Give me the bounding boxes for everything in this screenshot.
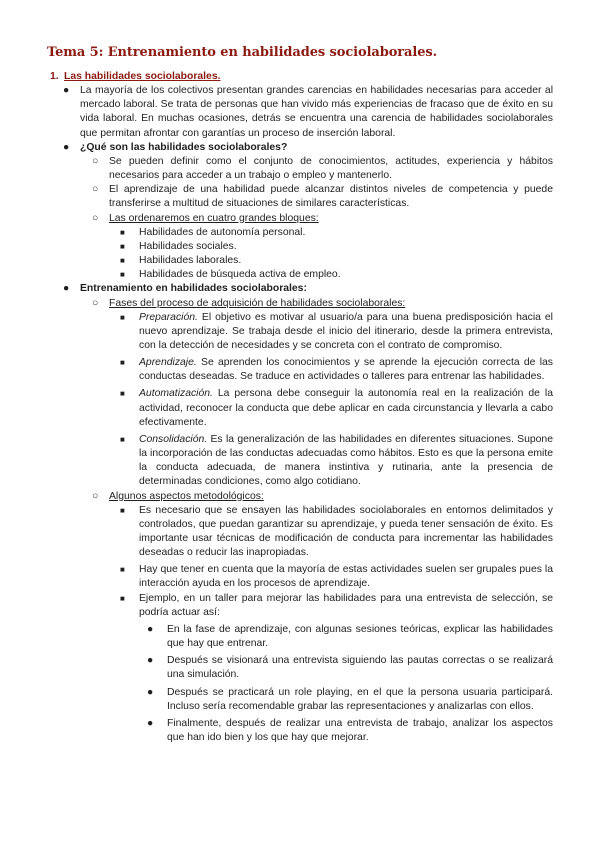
fase-description: Es la generalización de las habilidades en diferentes situaciones. Supone la incorporación de las conductas adecuadas como hábitos. Esto es que la persona emite la conducta adecuada, de manera instintiva y rutinaria, ante la presencia de determinadas condiciones, como algo cotidiano. [139,433,553,488]
ejemplo-text: Después se practicará un role playing, en el que la persona usuaria participará. Incluso sería recomendable grabar las representaciones y analizarlas con ellos. [167,686,553,712]
list-item [0,592,553,620]
list-item [0,504,553,561]
page-title: Tema 5: Entrenamiento en habilidades sociolaborales. [47,45,438,60]
fase-text [139,387,553,429]
subsection-heading: ¿Qué son las habilidades sociolaborales? [80,141,288,153]
bullet-square-icon: ■ [120,270,125,280]
list-item [0,356,553,384]
bloque-text: Habilidades sociales. [139,240,237,252]
definition-text: Se pueden definir como el conjunto de conocimientos, actitudes, experiencia y hábitos necesarios para acceder a un trabajo o empleo y mantenerlo. [109,155,553,182]
fase-description: El objetivo es motivar al usuario/a para una buena predisposición hacia el nuevo aprendizaje. Se trabaja desde el inicio del itinerario, desde la primera entrevista, con la detección de necesidades y se concreta con el contrato de compromiso. [139,311,553,351]
list-item [0,490,553,504]
list-item [0,84,553,141]
bullet-square-icon: ■ [120,593,125,603]
bloques-heading: Las ordenaremos en cuatro grandes bloques: [109,212,319,224]
fase-description: La persona debe conseguir la autonomía real en la realización de la actividad, reconocer la conducta que debe aplicar en cada circunstancia y llevarla a cabo efectivamente. [139,388,553,428]
document-body [0,70,600,745]
section-number: 1. [50,71,59,82]
fase-term: Consolidación. [139,433,208,445]
bloque-text: Habilidades de búsqueda activa de empleo. [139,269,341,281]
list-item [0,183,553,211]
fase-text [139,433,553,490]
fase-description: Se aprenden los conocimientos y se aprende la ejecución correcta de las conductas deseadas. Se traduce en actividades o talleres para entrenar las habilidades. [139,357,553,383]
bullet-square-icon: ■ [120,565,125,575]
fase-text [139,356,553,384]
list-item [0,654,553,682]
section-title: Las habilidades sociolaborales. [64,71,221,82]
bullet-dot-icon: ● [63,85,70,97]
list-item [0,141,553,155]
fases-heading: Fases del proceso de adquisición de habilidades sociolaborales: [109,297,406,309]
bullet-circle-icon: ○ [92,184,99,196]
bloque-text: Habilidades laborales. [139,255,242,267]
list-item [0,254,553,268]
aspecto-text: Hay que tener en cuenta que la mayoría de estas actividades suelen ser grupales pues la interacción ayuda en los procesos de aprendizaje. [139,564,553,590]
aspecto-text: Ejemplo, en un taller para mejorar las habilidades para una entrevista de selección, se podría actuar así: [139,592,553,618]
aspecto-text: Es necesario que se ensayen las habilidades sociolaborales en entornos delimitados y controlados, que puedan garantizar su aprendizaje, y pueda tener sensación de éxito. Es importante usar técnicas de modificación de conducta para incrementar las habilidades deseadas o reducir las inapropiadas. [139,504,553,559]
list-item [0,212,553,226]
list-item [0,268,553,282]
ejemplo-text: Después se visionará una entrevista siguiendo las pautas correctas o se realizará una simulación. [167,655,553,681]
definition-text: El aprendizaje de una habilidad puede alcanzar distintos niveles de competencia y puede transferirse a multitud de situaciones de similares características. [109,184,553,210]
list-item [0,433,553,490]
section-heading [0,70,552,84]
bullet-square-icon: ■ [120,505,125,515]
bullet-circle-icon: ○ [92,490,99,502]
list-item [0,717,553,745]
fase-text [139,311,553,353]
bullet-dot-icon: ● [63,283,70,295]
bloque-text: Habilidades de autonomía personal. [139,226,306,238]
bullet-dot-icon: ● [147,623,154,635]
list-item [0,387,553,429]
list-item [0,623,553,651]
bullet-square-icon: ■ [120,312,125,322]
bullet-square-icon: ■ [120,256,125,266]
bullet-circle-icon: ○ [92,297,99,309]
bullet-square-icon: ■ [120,227,125,237]
fase-term: Automatización. [139,388,213,400]
bullet-square-icon: ■ [120,241,125,251]
bullet-dot-icon: ● [63,141,70,153]
ejemplo-text: Finalmente, después de realizar una entrevista de trabajo, analizar los aspectos que han ido bien y los que hay que mejorar. [167,717,553,744]
aspectos-heading: Algunos aspectos metodológicos: [109,490,264,502]
list-item [0,686,553,714]
list-item [0,563,553,591]
fase-term: Aprendizaje. [139,357,197,369]
list-item [0,282,553,296]
list-item [0,297,553,311]
list-item [0,155,553,183]
bullet-square-icon: ■ [120,389,125,399]
intro-text: La mayoría de los colectivos presentan grandes carencias en habilidades necesarias para acceder al mercado laboral. Se trata de personas que han vivido más experiencias de fracaso que de éxito en su vida laboral. En muchas ocasiones, detrás se encuentra una carencia de habilidades sociolaborales que permitan afrontar con garantías un proceso de inserción laboral. [80,85,553,139]
bullet-square-icon: ■ [120,434,125,444]
list-item [0,311,553,353]
list-item [0,226,553,240]
bullet-dot-icon: ● [147,717,154,729]
bullet-square-icon: ■ [120,358,125,368]
ejemplo-text: En la fase de aprendizaje, con algunas sesiones teóricas, explicar las habilidades que hay que entrenar. [167,623,553,650]
subsection-heading: Entrenamiento en habilidades sociolaborales: [80,283,307,295]
fase-term: Preparación. [139,311,198,323]
bullet-dot-icon: ● [147,655,154,667]
list-item [0,240,553,254]
bullet-dot-icon: ● [147,686,154,698]
bullet-circle-icon: ○ [92,212,99,224]
bullet-circle-icon: ○ [92,155,99,167]
